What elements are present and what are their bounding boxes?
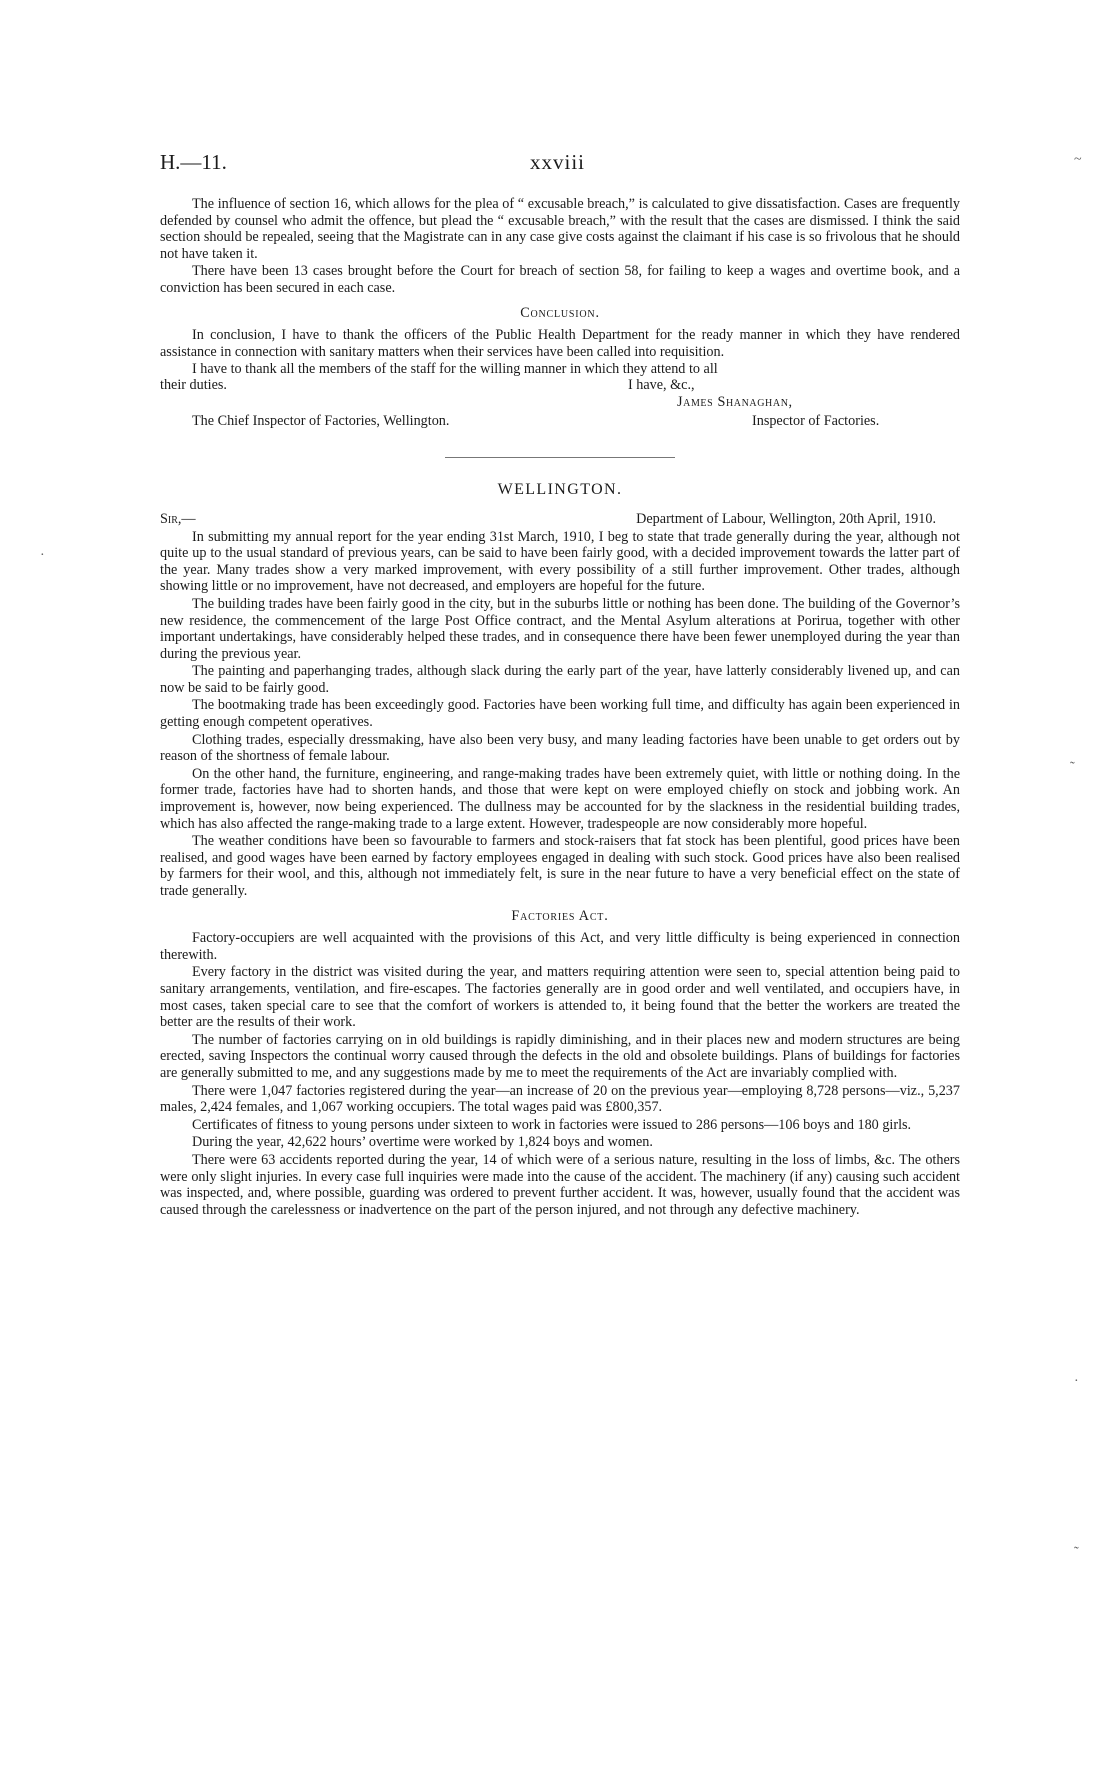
salutation: Sir,— xyxy=(160,510,196,527)
paragraph: On the other hand, the furniture, engineering, and range-making trades have been extremely quiet, with little or nothing doing. In the former trade, factories have had to shorten hands, and those that were kept on were employed chiefly on stock and jobbing work. An improvement is, however, now being experienced. The dullness may be accounted for by the slackness in the residential building trades, which has also affected the range-making trade to a large extent. However, tradespeople are now considerably more hopeful. xyxy=(160,765,960,832)
paragraph: The bootmaking trade has been exceedingly good. Factories have been working full time, and difficulty has again been experienced in getting enough competent operatives. xyxy=(160,697,960,731)
document-reference: H.—11. xyxy=(160,150,227,174)
paragraph: I have to thank all the members of the staff for the willing manner in which they attend to all xyxy=(192,361,718,378)
section-factories-act xyxy=(160,930,960,1218)
signatory-name: James Shanaghan, xyxy=(677,393,793,410)
section-excusable-breach xyxy=(160,196,960,297)
paragraph: There were 1,047 factories registered during the year—an increase of 20 on the previous year—employing 8,728 persons—viz., 5,237 males, 2,424 females, and 1,067 working occupiers. The total wages paid was £800,357. xyxy=(160,1082,960,1116)
scan-mark: · xyxy=(1074,1374,1079,1389)
addressee: The Chief Inspector of Factories, Wellington. xyxy=(192,412,450,429)
paragraph: Factory-occupiers are well acquainted with the provisions of this Act, and very little difficulty is being experienced in connection therewith. xyxy=(160,930,960,963)
signature-block xyxy=(160,377,960,439)
page-header xyxy=(160,150,960,180)
section-heading-wellington: WELLINGTON. xyxy=(497,480,623,498)
scan-mark: ~ xyxy=(1074,152,1082,167)
paragraph: There have been 13 cases brought before the Court for breach of section 58, for failing to keep a wages and overtime book, and a conviction has been secured in each case. xyxy=(160,263,960,296)
paragraph: Every factory in the district was visited during the year, and matters requiring attention were seen to, special attention being paid to sanitary arrangements, ventilation, and fire-escapes. The factories generally are in good order and well ventilated, and occupiers have, in most cases, taken special care to see that the comfort of workers is attended to, it being found that the better the workers are treated the better are the results of their work. xyxy=(160,964,960,1031)
paragraph: Certificates of fitness to young persons under sixteen to work in factories were issued to 286 persons—106 boys and 180 girls. xyxy=(192,1116,912,1133)
paragraph: The weather conditions have been so favourable to farmers and stock-raisers that fat stock has been plentiful, good prices have been realised, and good wages have been earned by factory employees engaged in dealing with such stock. Good prices have also been realised by farmers for their wool, and this, although not immediately felt, is sure in the near future to have a very beneficial effect on the state of trade generally. xyxy=(160,833,960,899)
letter-dateline xyxy=(160,511,960,529)
paragraph: During the year, 42,622 hours’ overtime were worked by 1,824 boys and women. xyxy=(192,1134,653,1151)
page-number: xxviii xyxy=(530,150,586,174)
paragraph: The painting and paperhanging trades, although slack during the early part of the year, have latterly considerably livened up, and can now be said to be fairly good. xyxy=(160,663,960,696)
section-heading-conclusion: Conclusion. xyxy=(520,304,600,321)
section-heading-factories-act: Factories Act. xyxy=(511,907,609,924)
scan-mark: ˜ xyxy=(1070,760,1075,775)
sign-off: I have, &c., xyxy=(628,376,695,393)
section-conclusion xyxy=(160,327,960,439)
section-wellington xyxy=(160,511,960,900)
paragraph: In conclusion, I have to thank the officers of the Public Health Department for the ready manner in which they have rendered assistance in connection with sanitary matters when their services have been called into requisition. xyxy=(160,327,960,360)
dateline: Department of Labour, Wellington, 20th April, 1910. xyxy=(636,510,936,527)
paragraph: The building trades have been fairly good in the city, but in the suburbs little or nothing has been done. The building of the Governor’s new residence, the commencement of the large Post Office contract, and the Mental Asylum alterations at Porirua, together with other important undertakings, have considerably helped these trades, and in consequence there have been fewer unemployed during the year than during the previous year. xyxy=(160,595,960,662)
paragraph: Clothing trades, especially dressmaking, have also been very busy, and many leading factories have been unable to get orders out by reason of the shortness of female labour. xyxy=(160,731,960,765)
section-divider xyxy=(445,457,675,458)
paragraph: The influence of section 16, which allows for the plea of “ excusable breach,” is calculated to give dissatisfaction. Cases are frequently defended by counsel who admit the offence, but plead the “ excusable breach,” with the result that the cases are dismissed. I think the said section should be repealed, seeing that the Magistrate can in any case give costs against the claimant if his case is so frivolous that he should not have taken it. xyxy=(160,196,960,262)
scan-mark: · xyxy=(40,548,45,563)
closing-words: their duties. xyxy=(160,376,227,393)
paragraph: The number of factories carrying on in old buildings is rapidly diminishing, and in their places new and modern structures are being erected, saving Inspectors the continual worry caused through the defects in the old and obsolete buildings. Plans of buildings for factories are generally submitted to me, and any suggestions made by me to meet the requirements of the Act are invariably complied with. xyxy=(160,1031,960,1081)
report-body xyxy=(160,196,960,1219)
paragraph: In submitting my annual report for the year ending 31st March, 1910, I beg to state that trade generally during the year, although not quite up to the usual standard of previous years, can be said to have been fairly good, with a decided improvement towards the latter part of the year. Many trades show a very marked improvement, with every possibility of a still further improvement. Other trades, although showing little or no improvement, have not decreased, and employers are hopeful for the future. xyxy=(160,528,960,595)
signatory-title: Inspector of Factories. xyxy=(752,412,880,429)
paragraph: There were 63 accidents reported during the year, 14 of which were of a serious nature, resulting in the loss of limbs, &c. The others were only slight injuries. In every case full inquiries were made into the cause of the accident. The machinery (if any) causing such accident was inspected, and, where possible, guarding was ordered to prevent further accident. It was, however, usually found that the accident was caused through the carelessness or inadvertence on the part of the person injured, and not through any defective machinery. xyxy=(160,1151,960,1218)
scan-mark: ˜ xyxy=(1074,1545,1079,1560)
